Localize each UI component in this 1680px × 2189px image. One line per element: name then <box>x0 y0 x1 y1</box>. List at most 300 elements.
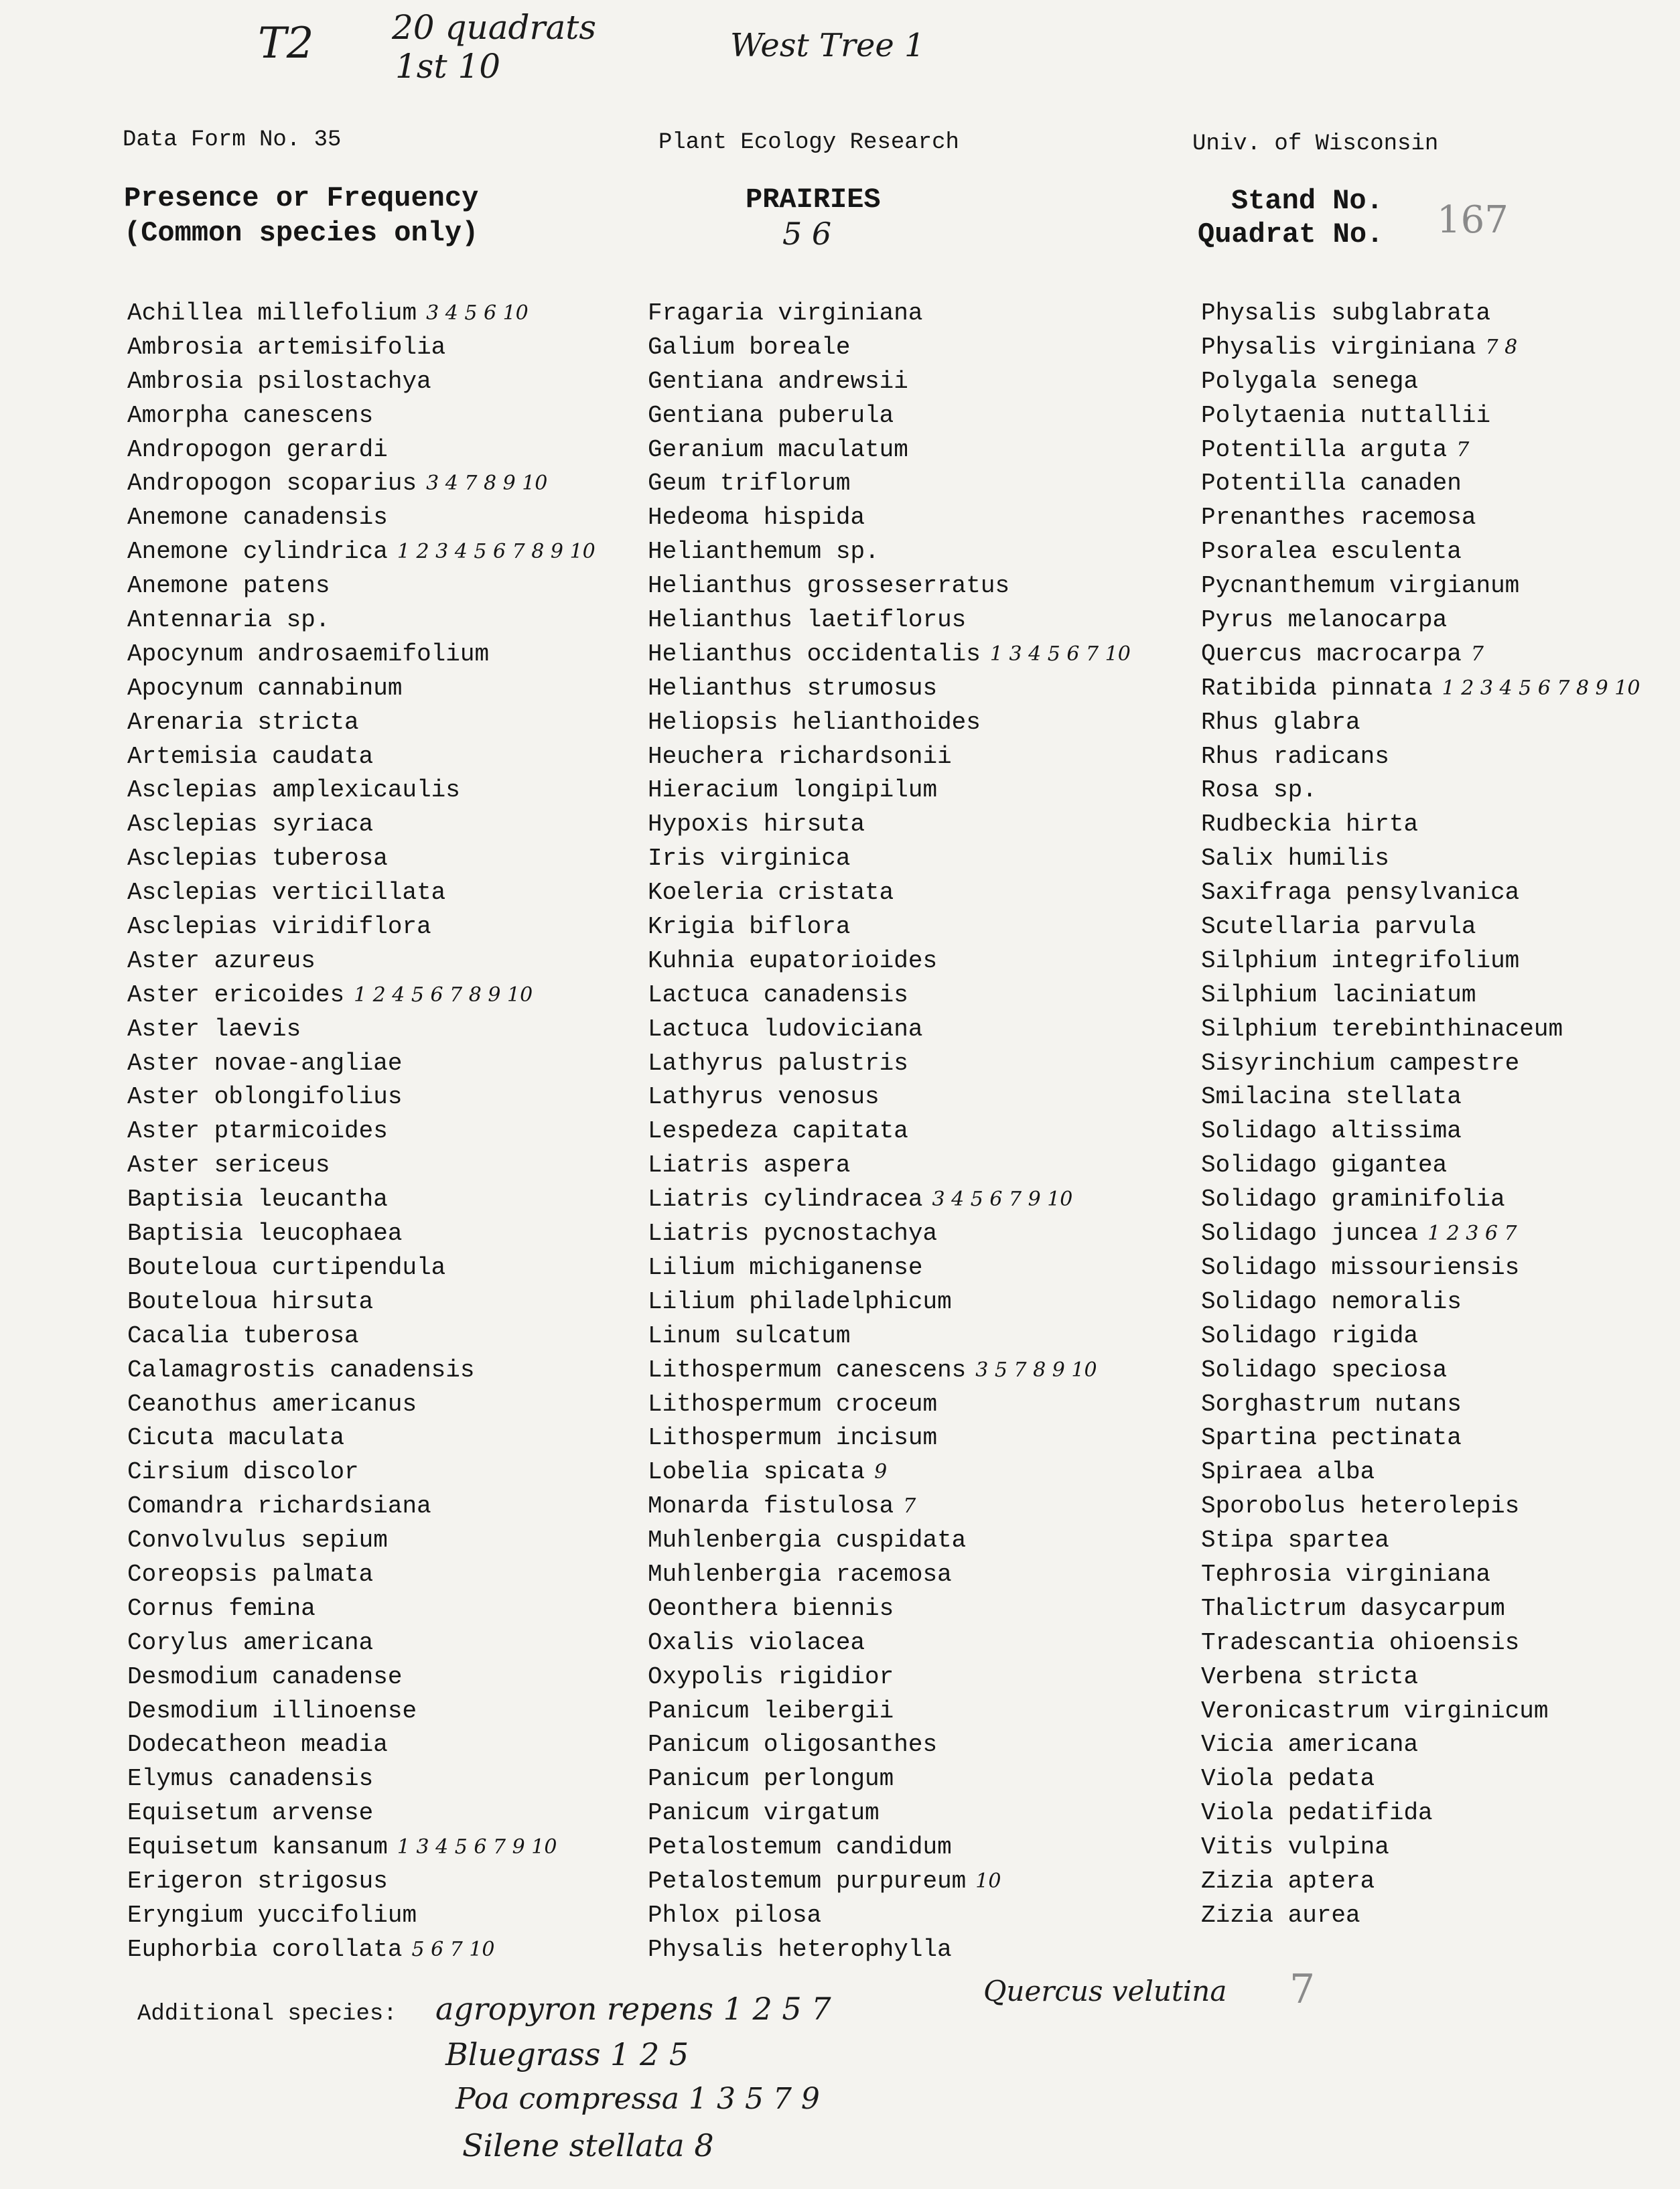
species-row <box>1201 1388 1640 1422</box>
species-name: Panicum perlongum <box>648 1765 894 1793</box>
species-name: Helianthus grosseserratus <box>648 572 1010 600</box>
species-row <box>1201 1354 1640 1388</box>
species-row <box>127 706 596 740</box>
species-name: Smilacina stellata <box>1201 1083 1462 1111</box>
university: Univ. of Wisconsin <box>1192 131 1439 157</box>
species-name: Lithospermum canescens <box>648 1356 967 1384</box>
quadrat-frequency-note: 1 3 4 5 6 7 10 <box>989 642 1131 666</box>
species-name: Asclepias amplexicaulis <box>127 776 460 804</box>
additional-entry-1: agropyron repens 1 2 5 7 <box>435 1991 831 2027</box>
species-row <box>648 1421 1131 1456</box>
species-name: Solidago gigantea <box>1201 1151 1448 1180</box>
species-name: Antennaria sp. <box>127 606 330 634</box>
species-row <box>1201 467 1640 501</box>
species-row <box>1201 672 1640 706</box>
species-row <box>1201 808 1640 842</box>
species-row <box>127 1285 596 1320</box>
species-name: Ambrosia artemisifolia <box>127 333 446 361</box>
species-name: Helianthus occidentalis <box>648 640 981 668</box>
species-row <box>127 1796 596 1831</box>
species-row <box>127 331 596 365</box>
species-name: Rhus glabra <box>1201 708 1360 736</box>
species-name: Gentiana andrewsii <box>648 367 908 395</box>
species-name: Arenaria stricta <box>127 708 359 736</box>
species-row <box>1201 331 1640 365</box>
quadrat-frequency-note: 7 <box>1456 437 1470 462</box>
stand-label: Stand No. <box>1231 185 1383 217</box>
species-name: Baptisia leucophaea <box>127 1220 403 1248</box>
species-name: Corylus americana <box>127 1628 374 1656</box>
species-name: Dodecatheon meadia <box>127 1731 388 1759</box>
species-name: Spiraea alba <box>1201 1458 1375 1486</box>
species-row <box>1201 1047 1640 1081</box>
species-name: Veronicastrum virginicum <box>1201 1697 1549 1725</box>
species-row <box>127 1490 596 1524</box>
species-name: Polytaenia nuttallii <box>1201 401 1491 429</box>
species-column-3 <box>1201 297 1640 1933</box>
species-row <box>1201 1251 1640 1285</box>
species-name: Thalictrum dasycarpum <box>1201 1594 1505 1622</box>
species-row <box>648 672 1131 706</box>
species-name: Liatris cylindracea <box>648 1186 923 1214</box>
species-column-2 <box>648 297 1131 1967</box>
quadrat-frequency-note: 10 <box>975 1869 1001 1893</box>
handwritten-site: West Tree 1 <box>730 27 925 64</box>
species-name: Andropogon gerardi <box>127 435 388 464</box>
species-row <box>1201 1456 1640 1490</box>
species-row <box>127 1421 596 1456</box>
species-name: Oxypolis rigidior <box>648 1663 894 1691</box>
species-row <box>127 1524 596 1558</box>
species-row <box>127 876 596 910</box>
species-row <box>1201 1080 1640 1115</box>
species-row <box>1201 910 1640 944</box>
species-row <box>127 1831 596 1865</box>
additional-species-label: Additional species: <box>137 2001 397 2027</box>
species-row <box>1201 1865 1640 1899</box>
species-name: Anemone patens <box>127 572 330 600</box>
species-row <box>127 1695 596 1729</box>
species-row <box>127 740 596 774</box>
species-name: Hypoxis hirsuta <box>648 810 865 839</box>
species-row <box>127 1899 596 1933</box>
species-row <box>1201 1115 1640 1149</box>
species-row <box>648 1115 1131 1149</box>
species-name: Apocynum cannabinum <box>127 674 403 702</box>
species-name: Heliopsis helianthoides <box>648 708 981 736</box>
species-row <box>648 331 1131 365</box>
additional-side-note: Quercus velutina <box>983 1975 1227 2007</box>
species-name: Cirsium discolor <box>127 1458 359 1486</box>
quadrat-frequency-note: 9 <box>874 1460 888 1484</box>
species-row <box>127 1013 596 1047</box>
additional-entry-3: Poa compressa 1 3 5 7 9 <box>456 2082 820 2116</box>
species-name: Linum sulcatum <box>648 1322 851 1350</box>
species-name: Equisetum kansanum <box>127 1833 388 1861</box>
species-row <box>127 979 596 1013</box>
species-name: Spartina pectinata <box>1201 1424 1462 1452</box>
presence-title-line2: (Common species only) <box>124 217 479 249</box>
species-row <box>648 433 1131 468</box>
species-row <box>1201 1013 1640 1047</box>
species-name: Cornus femina <box>127 1594 316 1622</box>
species-row <box>648 1899 1131 1933</box>
species-name: Lespedeza capitata <box>648 1117 908 1145</box>
stand-value: 167 <box>1437 198 1509 242</box>
species-row <box>1201 1728 1640 1762</box>
species-row <box>1201 1490 1640 1524</box>
species-name: Solidago missouriensis <box>1201 1253 1520 1281</box>
species-name: Comandra richardsiana <box>127 1492 431 1521</box>
species-name: Solidago altissima <box>1201 1117 1462 1145</box>
species-row <box>127 1080 596 1115</box>
species-name: Solidago juncea <box>1201 1220 1419 1248</box>
species-row <box>648 467 1131 501</box>
species-row <box>1201 433 1640 468</box>
species-row <box>127 604 596 638</box>
species-name: Anemone cylindrica <box>127 538 388 566</box>
quadrat-frequency-note: 1 2 4 5 6 7 8 9 10 <box>354 983 533 1007</box>
species-name: Oeonthera biennis <box>648 1594 894 1622</box>
species-name: Solidago graminifolia <box>1201 1186 1505 1214</box>
species-name: Asclepias viridiflora <box>127 913 431 941</box>
species-name: Lithospermum croceum <box>648 1390 938 1418</box>
species-name: Silphium integrifolium <box>1201 946 1520 975</box>
species-name: Silphium laciniatum <box>1201 981 1476 1009</box>
species-name: Aster sericeus <box>127 1151 330 1180</box>
species-name: Andropogon scoparius <box>127 470 417 498</box>
species-row <box>1201 1285 1640 1320</box>
species-name: Rhus radicans <box>1201 742 1389 770</box>
species-name: Coreopsis palmata <box>127 1560 374 1588</box>
species-row <box>648 1933 1131 1967</box>
species-name: Zizia aptera <box>1201 1867 1375 1895</box>
species-name: Petalostemum candidum <box>648 1833 952 1861</box>
species-row <box>648 569 1131 604</box>
species-row <box>127 501 596 535</box>
species-name: Amorpha canescens <box>127 401 374 429</box>
species-name: Tephrosia virginiana <box>1201 1560 1491 1588</box>
species-name: Prenanthes racemosa <box>1201 504 1476 532</box>
species-row <box>1201 1695 1640 1729</box>
species-name: Saxifraga pensylvanica <box>1201 879 1520 907</box>
species-name: Erigeron strigosus <box>127 1867 388 1895</box>
species-name: Ambrosia psilostachya <box>127 367 431 395</box>
species-row <box>127 1354 596 1388</box>
species-name: Lobelia spicata <box>648 1458 865 1486</box>
species-row <box>127 1456 596 1490</box>
species-row <box>648 1251 1131 1285</box>
species-name: Ceanothus americanus <box>127 1390 417 1418</box>
species-name: Cacalia tuberosa <box>127 1322 359 1350</box>
species-row <box>1201 638 1640 672</box>
species-name: Anemone canadensis <box>127 504 388 532</box>
species-row <box>127 1388 596 1422</box>
species-name: Fragaria virginiana <box>648 299 923 327</box>
species-name: Asclepias syriaca <box>127 810 374 839</box>
species-name: Ratibida pinnata <box>1201 674 1433 702</box>
species-row <box>648 365 1131 399</box>
species-row <box>648 774 1131 808</box>
quadrat-frequency-note: 1 2 3 4 5 6 7 8 9 10 <box>397 540 596 564</box>
species-row <box>127 1320 596 1354</box>
species-name: Vicia americana <box>1201 1731 1419 1759</box>
species-name: Polygala senega <box>1201 367 1419 395</box>
species-row <box>127 535 596 569</box>
species-name: Muhlenbergia cuspidata <box>648 1527 967 1555</box>
species-row <box>127 1217 596 1251</box>
species-name: Pyrus melanocarpa <box>1201 606 1448 634</box>
species-row <box>648 1183 1131 1217</box>
species-name: Sorghastrum nutans <box>1201 1390 1462 1418</box>
species-row <box>127 944 596 979</box>
species-name: Geum triflorum <box>648 470 851 498</box>
handwritten-quadrats-line2: 1st 10 <box>395 47 501 86</box>
species-name: Panicum leibergii <box>648 1697 894 1725</box>
species-name: Elymus canadensis <box>127 1765 374 1793</box>
species-row <box>127 297 596 331</box>
species-name: Baptisia leucantha <box>127 1186 388 1214</box>
species-row <box>1201 1626 1640 1661</box>
species-row <box>127 638 596 672</box>
prairies-handwritten-note: 5 6 <box>782 216 832 252</box>
species-row <box>648 1661 1131 1695</box>
species-name: Solidago nemoralis <box>1201 1287 1462 1316</box>
species-name: Stipa spartea <box>1201 1527 1389 1555</box>
quadrat-frequency-note: 7 8 <box>1485 335 1518 359</box>
species-name: Petalostemum purpureum <box>648 1867 967 1895</box>
species-name: Asclepias verticillata <box>127 879 446 907</box>
species-name: Heuchera richardsonii <box>648 742 952 770</box>
additional-entry-4: Silene stellata 8 <box>462 2127 714 2164</box>
species-row <box>648 1013 1131 1047</box>
species-row <box>1201 1217 1640 1251</box>
species-name: Lilium michiganense <box>648 1253 923 1281</box>
species-row <box>648 706 1131 740</box>
species-name: Sporobolus heterolepis <box>1201 1492 1520 1521</box>
species-row <box>1201 604 1640 638</box>
species-name: Liatris pycnostachya <box>648 1220 938 1248</box>
species-row <box>1201 1592 1640 1626</box>
prairies-title: PRAIRIES <box>746 184 881 216</box>
species-row <box>127 1762 596 1796</box>
species-name: Lithospermum incisum <box>648 1424 938 1452</box>
species-row <box>127 1183 596 1217</box>
species-row <box>127 808 596 842</box>
species-row <box>648 740 1131 774</box>
quadrat-frequency-note: 1 2 3 4 5 6 7 8 9 10 <box>1442 676 1640 700</box>
species-row <box>127 1728 596 1762</box>
species-row <box>1201 1831 1640 1865</box>
species-row <box>127 672 596 706</box>
species-name: Zizia aurea <box>1201 1901 1360 1929</box>
additional-entry-2: Bluegrass 1 2 5 <box>445 2036 689 2072</box>
species-name: Psoralea esculenta <box>1201 538 1462 566</box>
species-name: Silphium terebinthinaceum <box>1201 1015 1563 1043</box>
species-row <box>1201 876 1640 910</box>
species-name: Asclepias tuberosa <box>127 845 388 873</box>
species-row <box>127 1661 596 1695</box>
species-row <box>648 399 1131 433</box>
species-name: Lilium philadelphicum <box>648 1287 952 1316</box>
species-row <box>1201 1421 1640 1456</box>
species-name: Aster laevis <box>127 1015 301 1043</box>
species-row <box>648 535 1131 569</box>
quadrat-frequency-note: 3 4 7 8 9 10 <box>426 472 548 496</box>
species-row <box>648 1354 1131 1388</box>
species-name: Solidago speciosa <box>1201 1356 1448 1384</box>
species-name: Sisyrinchium campestre <box>1201 1049 1520 1077</box>
quadrat-frequency-note: 5 6 7 10 <box>411 1937 495 1961</box>
species-row <box>648 1524 1131 1558</box>
species-name: Liatris aspera <box>648 1151 851 1180</box>
species-row <box>648 944 1131 979</box>
species-row <box>127 1047 596 1081</box>
quadrat-label: Quadrat No. <box>1198 218 1384 251</box>
additional-side-note-number: 7 <box>1289 1966 1316 2013</box>
species-row <box>1201 1524 1640 1558</box>
species-row <box>1201 1796 1640 1831</box>
species-name: Achillea millefolium <box>127 299 417 327</box>
species-row <box>1201 569 1640 604</box>
species-row <box>127 1149 596 1183</box>
species-name: Eryngium yuccifolium <box>127 1901 417 1929</box>
species-row <box>648 1047 1131 1081</box>
species-name: Lactuca ludoviciana <box>648 1015 923 1043</box>
species-row <box>127 1251 596 1285</box>
species-row <box>127 399 596 433</box>
species-name: Krigia biflora <box>648 913 851 941</box>
species-name: Panicum virgatum <box>648 1799 880 1827</box>
species-name: Aster azureus <box>127 946 316 975</box>
species-name: Physalis subglabrata <box>1201 299 1491 327</box>
species-name: Euphorbia corollata <box>127 1935 403 1963</box>
species-row <box>648 1728 1131 1762</box>
species-row <box>648 297 1131 331</box>
species-row <box>648 1149 1131 1183</box>
species-name: Vitis vulpina <box>1201 1833 1389 1861</box>
species-name: Lactuca canadensis <box>648 981 908 1009</box>
species-name: Aster ericoides <box>127 981 345 1009</box>
species-row <box>127 467 596 501</box>
species-name: Verbena stricta <box>1201 1663 1419 1691</box>
species-row <box>127 774 596 808</box>
species-name: Hedeoma hispida <box>648 504 865 532</box>
species-name: Oxalis violacea <box>648 1628 865 1656</box>
species-name: Galium boreale <box>648 333 851 361</box>
species-row <box>1201 774 1640 808</box>
species-name: Bouteloua curtipendula <box>127 1253 446 1281</box>
species-row <box>1201 1661 1640 1695</box>
species-row <box>127 1115 596 1149</box>
species-row <box>1201 1149 1640 1183</box>
quadrat-frequency-note: 3 4 5 6 7 9 10 <box>932 1188 1073 1212</box>
species-name: Koeleria cristata <box>648 879 894 907</box>
species-name: Calamagrostis canadensis <box>127 1356 475 1384</box>
quadrat-frequency-note: 1 3 4 5 6 7 9 10 <box>397 1835 557 1859</box>
species-name: Desmodium illinoense <box>127 1697 417 1725</box>
species-name: Pycnanthemum virgianum <box>1201 572 1520 600</box>
species-name: Salix humilis <box>1201 845 1389 873</box>
species-row <box>1201 1558 1640 1592</box>
species-row <box>648 1217 1131 1251</box>
species-name: Gentiana puberula <box>648 401 894 429</box>
species-row <box>648 1490 1131 1524</box>
species-name: Quercus macrocarpa <box>1201 640 1462 668</box>
species-name: Panicum oligosanthes <box>648 1731 938 1759</box>
species-row <box>648 1865 1131 1899</box>
species-row <box>648 1592 1131 1626</box>
species-name: Physalis heterophylla <box>648 1935 952 1963</box>
species-name: Rosa sp. <box>1201 776 1317 804</box>
species-row <box>127 1626 596 1661</box>
species-row <box>127 1933 596 1967</box>
species-name: Bouteloua hirsuta <box>127 1287 374 1316</box>
species-row <box>127 1592 596 1626</box>
species-name: Helianthus strumosus <box>648 674 938 702</box>
species-name: Tradescantia ohioensis <box>1201 1628 1520 1656</box>
species-name: Geranium maculatum <box>648 435 908 464</box>
species-name: Aster oblongifolius <box>127 1083 403 1111</box>
quadrat-frequency-note: 3 5 7 8 9 10 <box>975 1358 1097 1382</box>
species-name: Scutellaria parvula <box>1201 913 1476 941</box>
species-row <box>648 1558 1131 1592</box>
species-row <box>648 1762 1131 1796</box>
quadrat-frequency-note: 1 2 3 6 7 <box>1427 1222 1517 1246</box>
species-column-1 <box>127 297 596 1967</box>
species-name: Desmodium canadense <box>127 1663 403 1691</box>
species-name: Viola pedata <box>1201 1765 1375 1793</box>
species-row <box>648 1695 1131 1729</box>
species-row <box>648 1080 1131 1115</box>
species-row <box>1201 399 1640 433</box>
species-row <box>648 876 1131 910</box>
species-row <box>1201 297 1640 331</box>
species-name: Helianthus laetiflorus <box>648 606 967 634</box>
handwritten-transect: T2 <box>258 19 314 68</box>
species-row <box>648 1285 1131 1320</box>
species-row <box>1201 1183 1640 1217</box>
species-row <box>648 604 1131 638</box>
species-row <box>127 910 596 944</box>
species-row <box>648 638 1131 672</box>
species-name: Physalis virginiana <box>1201 333 1476 361</box>
species-row <box>648 1626 1131 1661</box>
species-name: Hieracium longipilum <box>648 776 938 804</box>
species-row <box>1201 1762 1640 1796</box>
species-row <box>648 979 1131 1013</box>
species-row <box>1201 501 1640 535</box>
species-name: Convolvulus sepium <box>127 1527 388 1555</box>
handwritten-quadrats-line1: 20 quadrats <box>392 8 597 47</box>
species-row <box>127 569 596 604</box>
species-name: Kuhnia eupatorioides <box>648 946 938 975</box>
species-name: Aster ptarmicoides <box>127 1117 388 1145</box>
form-number: Data Form No. 35 <box>123 127 342 153</box>
species-name: Cicuta maculata <box>127 1424 345 1452</box>
species-row <box>127 1865 596 1899</box>
species-row <box>1201 944 1640 979</box>
species-row <box>648 1831 1131 1865</box>
species-row <box>127 433 596 468</box>
species-row <box>127 1558 596 1592</box>
species-name: Rudbeckia hirta <box>1201 810 1419 839</box>
species-name: Equisetum arvense <box>127 1799 374 1827</box>
presence-title-line1: Presence or Frequency <box>124 182 479 214</box>
species-name: Aster novae-angliae <box>127 1049 403 1077</box>
species-row <box>1201 706 1640 740</box>
species-row <box>648 842 1131 876</box>
